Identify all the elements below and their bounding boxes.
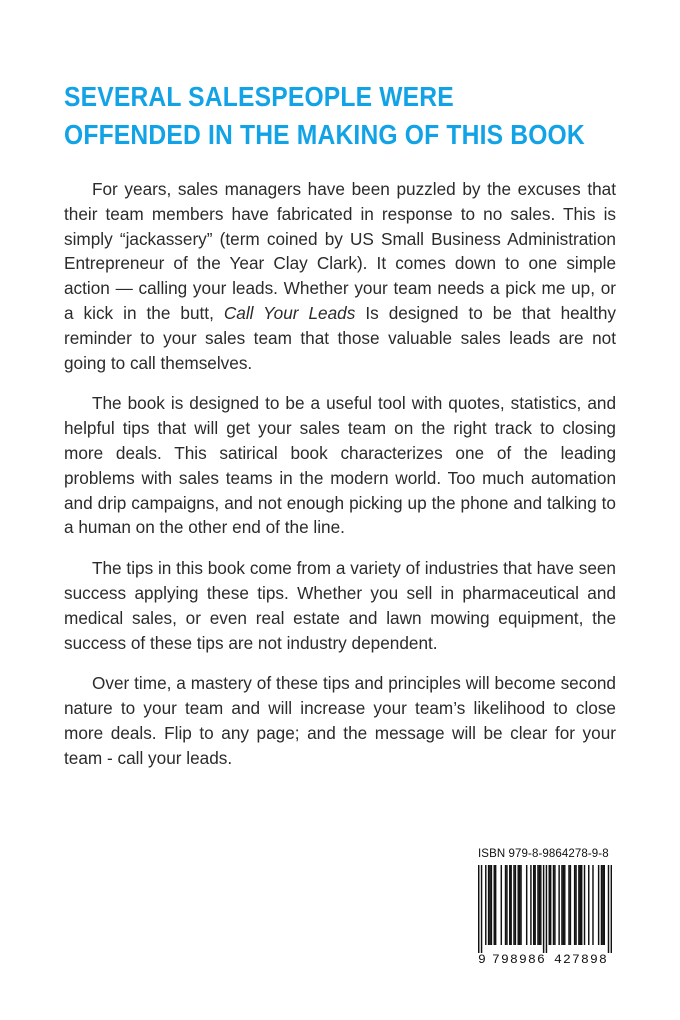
barcode-bar <box>558 865 559 945</box>
book-title-italic: Call Your Leads <box>223 302 356 323</box>
barcode-left-digits: 798986 <box>492 952 547 967</box>
barcode-bar <box>519 865 520 945</box>
barcode-bar <box>534 865 535 945</box>
headline-line-1: SEVERAL SALESPEOPLE WERE <box>64 81 454 112</box>
barcode-bar <box>491 865 492 945</box>
barcode-bar <box>554 865 555 945</box>
barcode-bar <box>549 865 550 945</box>
barcode-right-digits: 427898 <box>554 952 609 967</box>
barcode-bar <box>506 865 507 945</box>
barcode-bar <box>574 865 575 945</box>
blurb-body <box>64 177 616 787</box>
barcode-bar <box>489 865 490 945</box>
barcode-bar <box>513 865 514 945</box>
barcode-bar <box>533 865 534 945</box>
barcode-bar <box>526 865 527 945</box>
barcode-bar <box>515 865 516 945</box>
barcode-bar <box>488 865 489 945</box>
barcode-bar <box>602 865 603 945</box>
barcode-bar <box>592 865 593 945</box>
barcode-bar <box>588 865 589 945</box>
barcode-bar <box>611 865 612 953</box>
barcode-bar <box>539 865 540 945</box>
back-cover-headline <box>64 78 592 154</box>
barcode-bar <box>509 865 510 945</box>
barcode-bar <box>546 865 547 953</box>
paragraph-1-text-start: For years, sales managers have been puzzled by the excuses that their team members have fabricated in response to no sales. This is simply “jackassery” (term coined by US Small Business Administration Entrepreneur of the Year Clay Clark). It comes down to one simple action — calling your leads. Whether your team needs a pick me up, or a kick in the butt, <box>64 179 616 323</box>
barcode-bar <box>575 865 576 945</box>
barcode-bar <box>568 865 569 945</box>
barcode-bar <box>553 865 554 945</box>
barcode-bar <box>478 865 479 953</box>
barcode-bar <box>510 865 511 945</box>
isbn-label: ISBN 979-8-9864278-9-8 <box>478 848 609 860</box>
barcode-bar <box>530 865 531 945</box>
barcode-bar <box>540 865 541 945</box>
barcode-bar <box>505 865 506 945</box>
barcode-bar <box>584 865 585 945</box>
headline-line-2: OFFENDED IN THE MAKING OF THIS BOOK <box>64 119 585 150</box>
blurb-paragraph-1 <box>64 177 616 375</box>
barcode-bar <box>543 865 544 953</box>
barcode-bar <box>494 865 495 945</box>
barcode-bar <box>517 865 518 945</box>
barcode-digits <box>478 953 612 967</box>
barcode-bar <box>580 865 581 945</box>
barcode-bars <box>478 865 612 953</box>
barcode-bar <box>604 865 605 945</box>
barcode-bar <box>550 865 551 945</box>
barcode-bar <box>501 865 502 945</box>
barcode-bar <box>563 865 564 945</box>
barcode-bar <box>561 865 562 945</box>
barcode-bar <box>601 865 602 945</box>
blurb-paragraph-4: Over time, a mastery of these tips and principles will become second nature to your team and will increase your team’s likelihood to close more deals. Flip to any page; and the message will be clear for your team - call your leads. <box>64 673 616 768</box>
barcode-bar <box>520 865 521 945</box>
barcode-bar <box>564 865 565 945</box>
barcode-bar <box>598 865 599 945</box>
barcode-bar <box>537 865 538 945</box>
blurb-paragraph-2: The book is designed to be a useful tool with quotes, statistics, and helpful tips that will get your sales team on the right track to closing more deals. This satirical book characterizes one of the leading problems with sales teams in the modern world. Too much automation and drip campaigns, and not enough picking up the phone and talking to a human on the other end of the line. <box>64 393 616 538</box>
barcode-bar <box>578 865 579 945</box>
barcode-lead-digit: 9 <box>478 952 486 967</box>
blurb-paragraph-3: The tips in this book come from a variety of industries that have seen success applying these tips. Whether you sell in pharmaceutical and medical sales, or even real estate and lawn mowing equipment, the success of these tips are not industry dependent. <box>64 558 616 653</box>
barcode-bar <box>495 865 496 945</box>
paragraph-1-text-end: Is designed to be that healthy reminder to your sales team that those valuable sales leads are not going to call themselves. <box>64 302 616 373</box>
barcode-bar <box>481 865 482 953</box>
barcode-bar <box>608 865 609 953</box>
isbn-barcode <box>478 847 612 967</box>
barcode-bar <box>581 865 582 945</box>
barcode-bar <box>570 865 571 945</box>
barcode-bar <box>485 865 486 945</box>
